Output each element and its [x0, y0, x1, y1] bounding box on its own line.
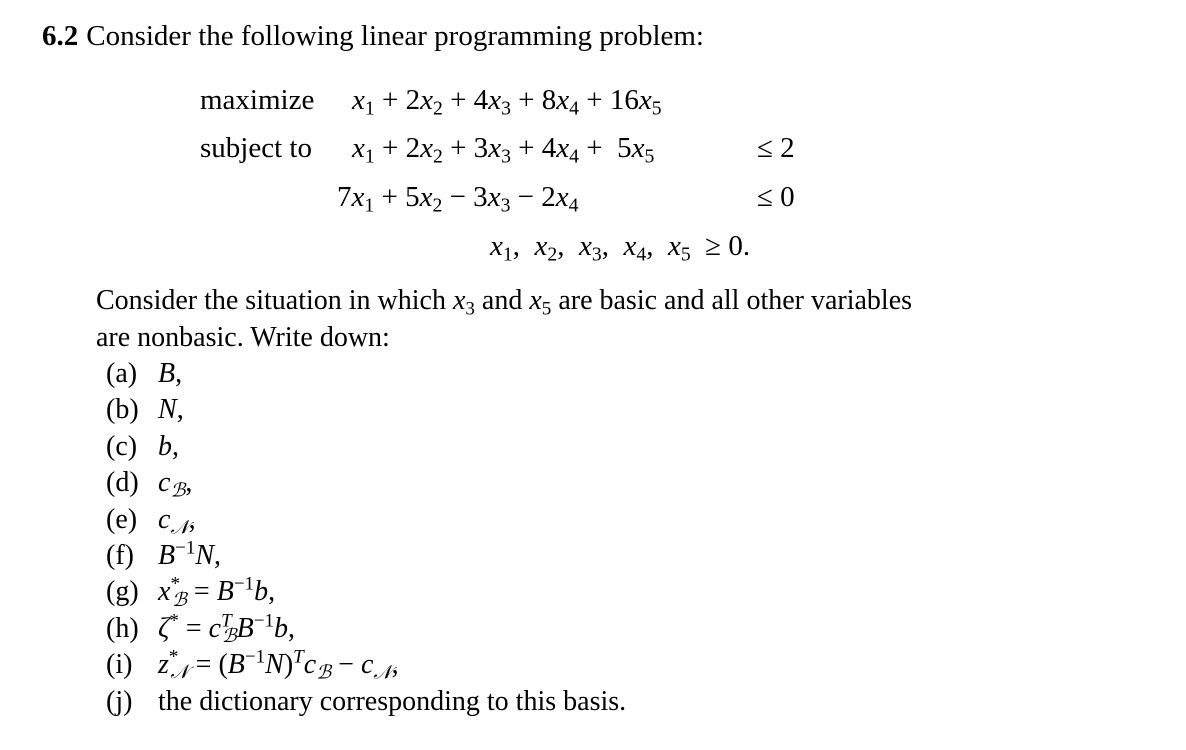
item-label: (e) [106, 503, 138, 535]
constraint-2-lhs: $7x_1 + 5x_2 - 3x_3 - 2x_4$ [337, 181, 579, 217]
list-item: (d) $c_ℬ$, [106, 467, 193, 502]
list-item: (a) B, [106, 356, 626, 392]
objective-function: $x_1 + 2x_2 + 4x_3 + 8x_4 + 16x_5$ [352, 84, 662, 120]
item-label: (j) [106, 685, 133, 717]
objective-keyword: maximize [200, 84, 315, 116]
item-label: (f) [106, 539, 134, 571]
item-label: (b) [106, 394, 139, 426]
item-label: (d) [106, 467, 139, 499]
list-item: (g) $x^*_ℬ = B^{-1}b$, [106, 573, 276, 611]
problem-title: Consider the following linear programming problem: [86, 20, 704, 52]
item-list [106, 356, 626, 720]
constraint-1-rhs: ≤ 2 [757, 132, 795, 164]
list-item: (b) N, [106, 392, 626, 428]
paragraph-part-4: are nonbasic. Write down: [96, 322, 390, 353]
item-label: (c) [106, 430, 138, 462]
item-label: (h) [106, 612, 139, 644]
item-text: the dictionary corresponding to this basis. [158, 685, 627, 717]
constraint-1-lhs: $x_1 + 2x_2 + 3x_3 + 4x_4 + 5x_5$ [352, 132, 655, 168]
list-item: (e) $c_𝒩$, [106, 503, 196, 538]
list-item: (i) $z^*_𝒩 = (B^{-1}N)^Tc_ℬ - c_𝒩$, [106, 646, 399, 684]
item-label: (a) [106, 358, 138, 389]
problem-paragraph: Consider the situation in which $x_3$ and $x_5$ are basic and all other variables are nonbasic. Write down: [96, 285, 913, 353]
list-item [106, 684, 626, 720]
constraint-keyword: subject to [200, 132, 312, 164]
constraint-2-rhs: ≤ 0 [757, 181, 795, 213]
list-item: (h) $\zeta^* = c^T_ℬB^{-1}b$, [106, 610, 296, 648]
problem-heading [42, 20, 704, 53]
item-label: (g) [106, 576, 139, 608]
nonnegativity-constraint: $x_1$, $x_2$, $x_3$, $x_4$, $x_5 \ge 0$. [490, 230, 751, 266]
paragraph-part-2: and [474, 285, 530, 316]
paragraph-part-3: are basic and all other variables [551, 285, 913, 316]
list-item: (f) $B^{-1}N$, [106, 538, 626, 574]
paragraph-part-1: Consider the situation in which [96, 285, 453, 316]
list-item: (c) b, [106, 429, 626, 465]
item-label: (i) [106, 649, 133, 681]
problem-number: 6.2 [42, 20, 79, 52]
